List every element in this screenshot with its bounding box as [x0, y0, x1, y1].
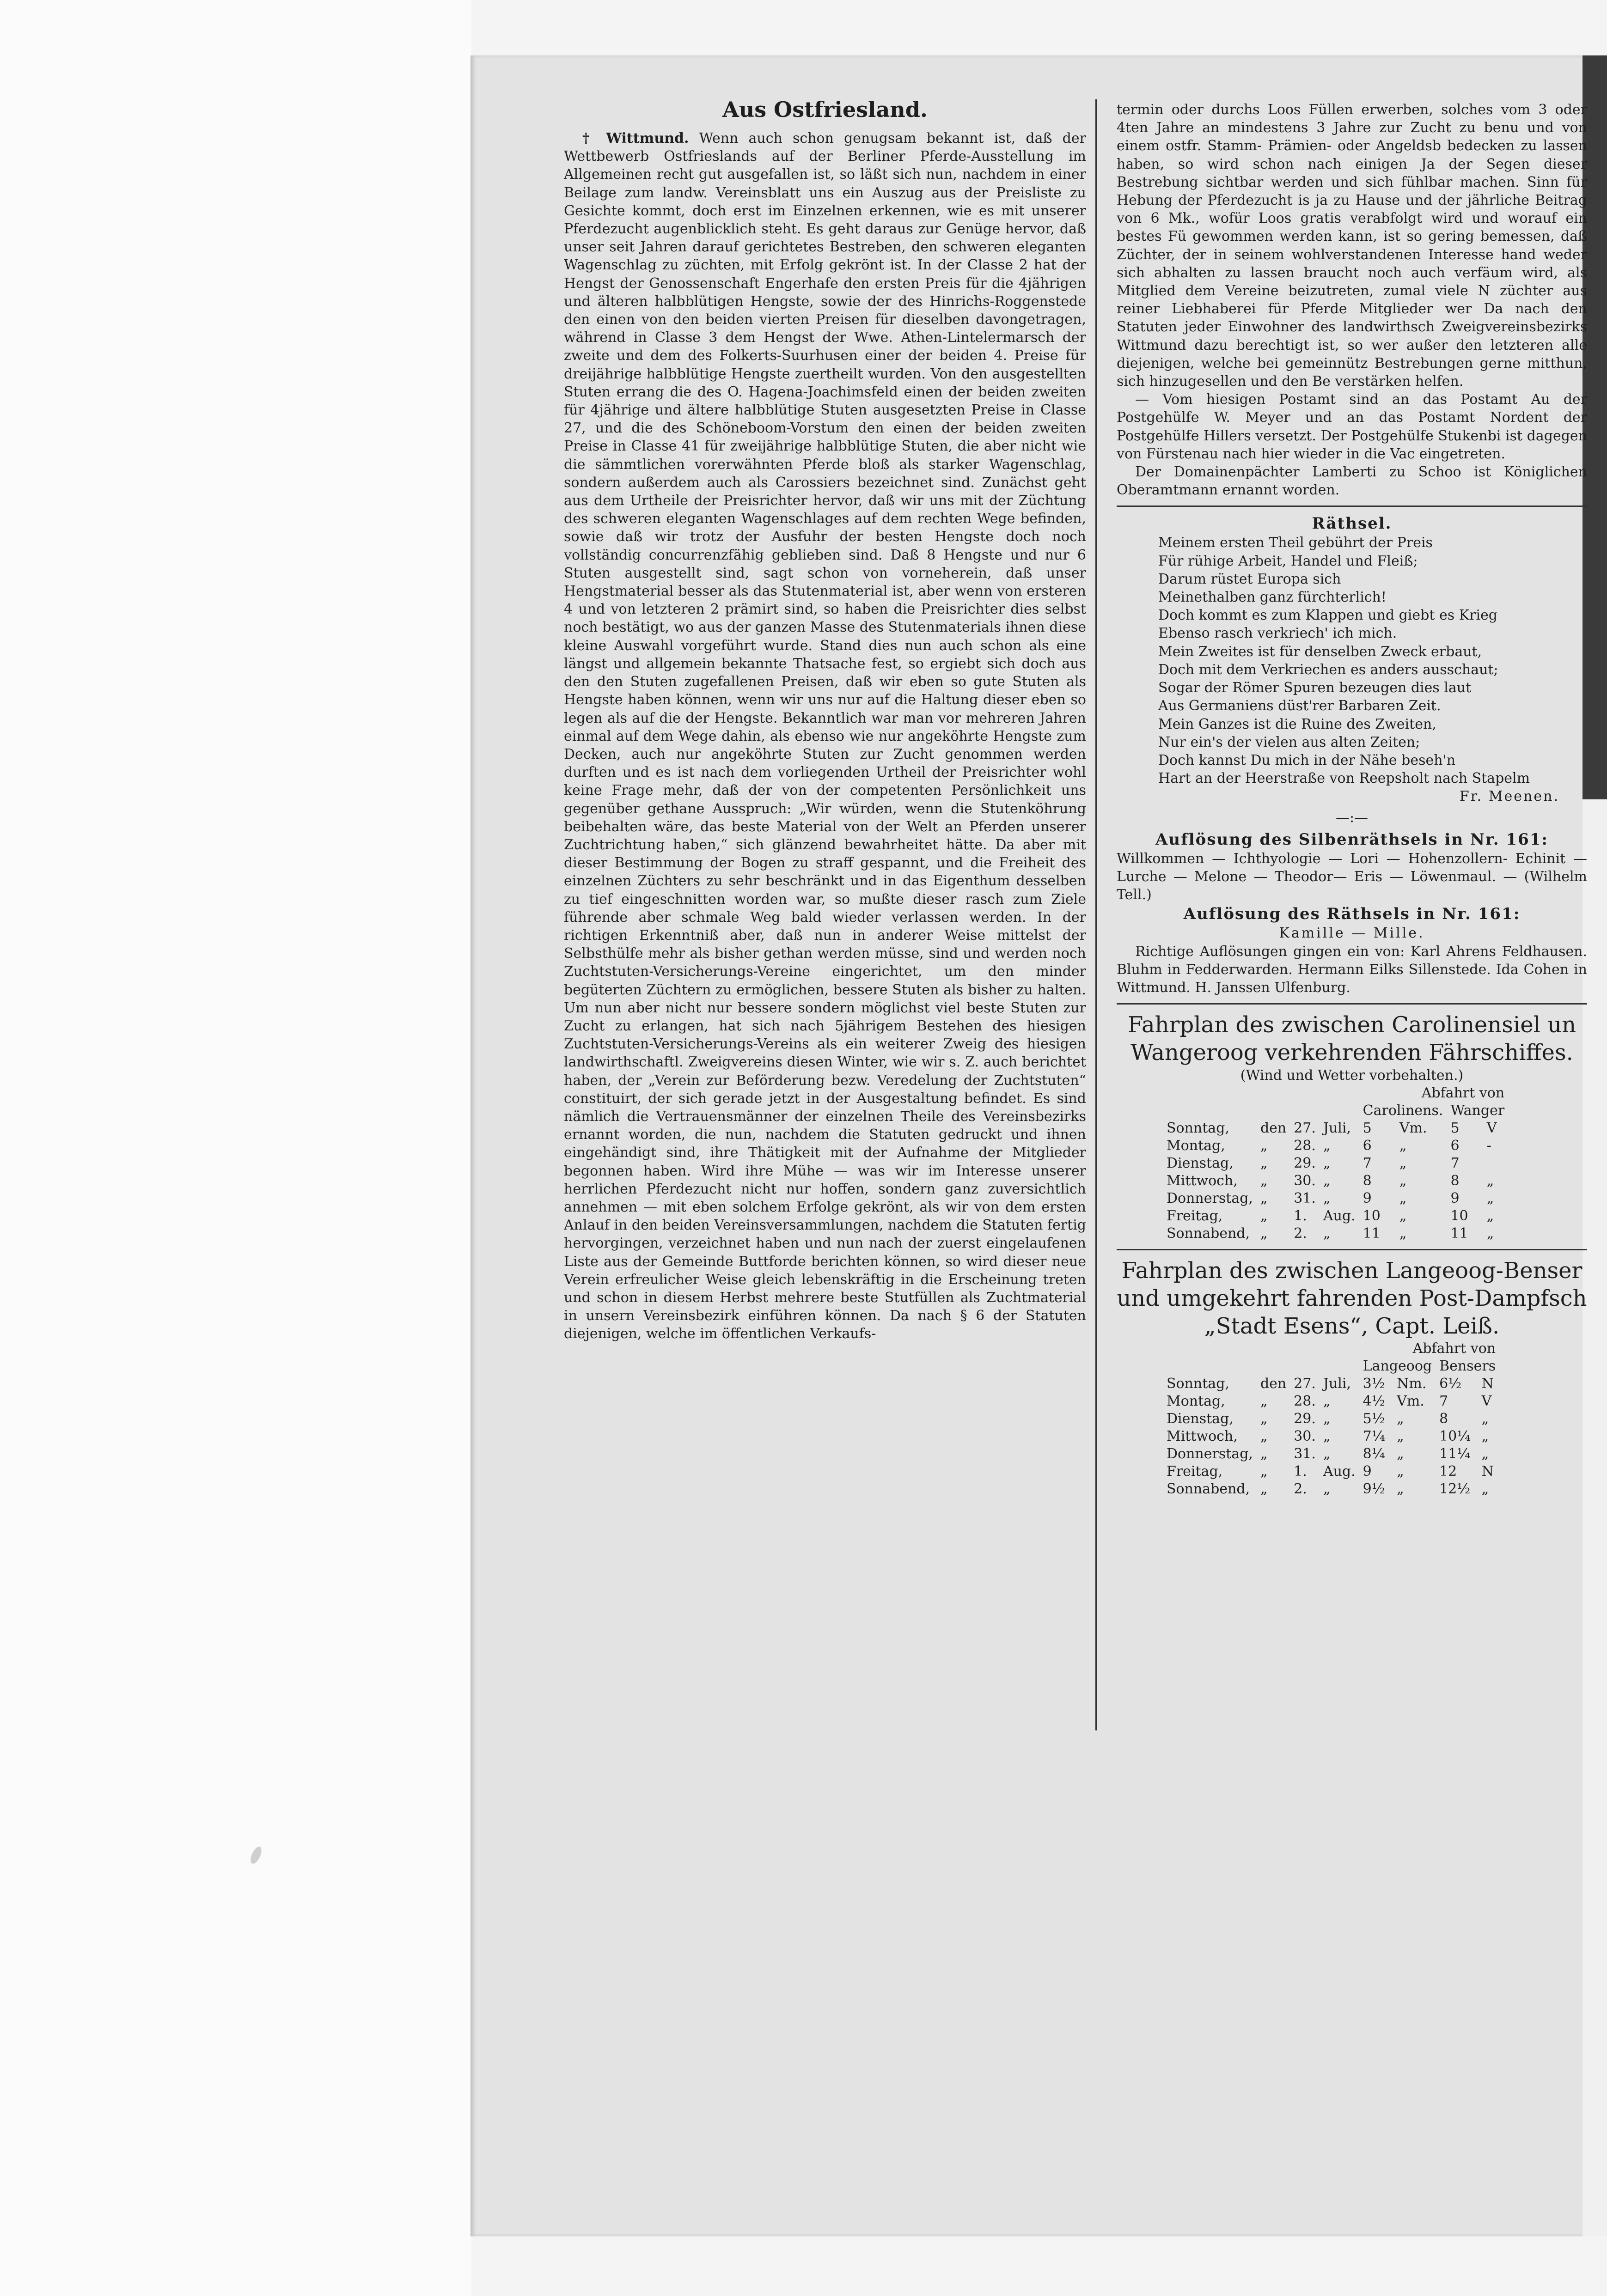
table-cell: „ — [1260, 1208, 1268, 1224]
table-cell: 4½ — [1363, 1393, 1385, 1410]
table-cell: „ — [1260, 1393, 1268, 1410]
table-cell: „ — [1260, 1411, 1268, 1427]
steamer-timetable — [1163, 1340, 1499, 1498]
table-row — [1163, 1137, 1508, 1155]
table-cell: „ — [1323, 1481, 1331, 1498]
table-cell: Mittwoch, — [1167, 1428, 1238, 1445]
table-row — [1163, 1428, 1499, 1445]
table-cell: Sonntag, — [1167, 1376, 1229, 1392]
table-header-row — [1163, 1084, 1508, 1102]
table-row — [1163, 1375, 1499, 1393]
table-cell: 11 — [1363, 1225, 1381, 1242]
table-cell: 28. — [1294, 1138, 1316, 1154]
header-cell: Abfahrt von — [1412, 1340, 1496, 1357]
table-cell: 10¼ — [1439, 1428, 1471, 1445]
table-row — [1163, 1190, 1508, 1207]
table-cell: „ — [1397, 1463, 1404, 1480]
table-row — [1163, 1463, 1499, 1480]
table-cell: Vm. — [1399, 1120, 1427, 1137]
table-cell: „ — [1323, 1393, 1331, 1410]
table-cell: 10 — [1363, 1208, 1381, 1224]
table-cell: 29. — [1294, 1155, 1316, 1172]
table-cell: Juli, — [1323, 1120, 1351, 1137]
header-cell: Langeoog — [1363, 1358, 1432, 1375]
table-cell: 5½ — [1363, 1411, 1385, 1427]
header-cell: Wanger — [1450, 1102, 1505, 1119]
table-header-row — [1163, 1340, 1499, 1358]
table-cell: „ — [1260, 1446, 1268, 1462]
table-cell: „ — [1481, 1481, 1489, 1498]
table-cell: 30. — [1294, 1428, 1316, 1445]
table-cell: 11 — [1450, 1225, 1468, 1242]
schedule-title: Fahrplan des zwischen Langeoog-Benser — [1121, 1258, 1583, 1284]
table-cell: Dienstag, — [1167, 1411, 1234, 1427]
solvers-list: Richtige Auflösungen gingen ein von: Karl Ahrens Feldhausen. Bluhm in Fedderwarden. Hermann Eilks Sillenstede. Ida Cohen in Wittmund. H. Janssen Ulfenburg. — [1117, 943, 1587, 996]
table-cell: 27. — [1294, 1376, 1316, 1392]
table-cell: „ — [1323, 1411, 1331, 1427]
divider-rule — [1117, 1003, 1587, 1005]
table-cell: „ — [1399, 1155, 1407, 1172]
schedule-title: Wangeroog verkehrenden Fährschiffes. — [1130, 1040, 1573, 1066]
table-cell: 3½ — [1363, 1376, 1385, 1392]
schedule-title: und umgekehrt fahrenden Post-Dampfsch — [1117, 1285, 1587, 1312]
table-cell: Juli, — [1323, 1376, 1351, 1392]
table-cell: 29. — [1294, 1411, 1316, 1427]
table-cell: 9 — [1450, 1190, 1460, 1207]
schedule-title: Fahrplan des zwischen Carolinensiel un — [1127, 1012, 1576, 1038]
header-cell: Bensers — [1439, 1358, 1496, 1375]
ferry-timetable — [1163, 1084, 1508, 1242]
table-cell: 28. — [1294, 1393, 1316, 1410]
table-cell: „ — [1397, 1411, 1404, 1427]
table-cell: 5 — [1450, 1120, 1460, 1137]
poem-line: Meinem ersten Theil gebührt der Preis — [1158, 535, 1433, 551]
solution-title: Auflösung des Räthsels in Nr. 161: — [1183, 905, 1521, 924]
divider-rule — [1117, 1249, 1587, 1250]
table-cell: 7 — [1450, 1155, 1460, 1172]
table-cell: N — [1481, 1376, 1494, 1392]
table-row — [1163, 1155, 1508, 1172]
table-cell: Montag, — [1167, 1138, 1225, 1154]
table-cell: 1. — [1294, 1208, 1307, 1224]
table-cell: 12½ — [1439, 1481, 1471, 1498]
table-cell: 12 — [1439, 1463, 1457, 1480]
poem-line: Aus Germaniens düst'rer Barbaren Zeit. — [1158, 698, 1441, 714]
table-cell: 9 — [1363, 1463, 1372, 1480]
table-cell: „ — [1481, 1428, 1489, 1445]
table-cell: 7 — [1363, 1155, 1372, 1172]
table-cell: Mittwoch, — [1167, 1173, 1238, 1189]
divider-rule — [1117, 505, 1587, 507]
poem-line: Mein Ganzes ist die Ruine des Zweiten, — [1158, 716, 1436, 732]
left-column — [564, 97, 1086, 1343]
table-cell: V — [1481, 1393, 1492, 1410]
dateline: † Wittmund. — [582, 130, 689, 146]
table-cell: N — [1481, 1463, 1494, 1480]
table-row — [1163, 1480, 1499, 1498]
schedule-title: „Stadt Esens“, Capt. Leiß. — [1204, 1313, 1500, 1340]
poem-line: Doch kannst Du mich in der Nähe beseh'n — [1158, 752, 1456, 768]
poem-line: Sogar der Römer Spuren bezeugen dies laut — [1158, 680, 1472, 696]
table-cell: 8 — [1450, 1173, 1460, 1189]
table-cell: 1. — [1294, 1463, 1307, 1480]
table-cell: „ — [1323, 1138, 1331, 1154]
table-cell: „ — [1399, 1225, 1407, 1242]
table-cell: „ — [1399, 1173, 1407, 1189]
domain-news: Der Domainenpächter Lamberti zu Schoo ist Königlichen Oberamtmann ernannt worden. — [1117, 464, 1587, 499]
table-cell: 31. — [1294, 1190, 1316, 1207]
table-cell: „ — [1323, 1173, 1331, 1189]
riddle-poem — [1117, 534, 1587, 787]
section-heading: Aus Ostfriesland. — [722, 97, 928, 122]
table-cell: „ — [1397, 1446, 1404, 1462]
poem-line: Meinethalben ganz fürchterlich! — [1158, 589, 1387, 606]
table-cell: 8 — [1439, 1411, 1448, 1427]
table-cell: 8 — [1363, 1173, 1372, 1189]
table-cell: 2. — [1294, 1481, 1307, 1498]
table-cell: Dienstag, — [1167, 1155, 1234, 1172]
table-cell: Sonntag, — [1167, 1120, 1229, 1137]
table-cell: den — [1260, 1376, 1287, 1392]
table-cell: 6½ — [1439, 1376, 1462, 1392]
table-cell: „ — [1486, 1190, 1494, 1207]
poem-line: Ebenso rasch verkriech' ich mich. — [1158, 625, 1397, 642]
table-cell: Freitag, — [1167, 1208, 1223, 1224]
table-cell: 7 — [1439, 1393, 1448, 1410]
table-cell: „ — [1399, 1208, 1407, 1224]
poem-line: Mein Zweites ist für denselben Zweck erbaut, — [1158, 643, 1482, 660]
table-cell: „ — [1323, 1428, 1331, 1445]
table-row — [1163, 1393, 1499, 1410]
table-cell: 9½ — [1363, 1481, 1385, 1498]
table-cell: 8¼ — [1363, 1446, 1385, 1462]
table-cell: „ — [1260, 1463, 1268, 1480]
table-cell: 6 — [1363, 1138, 1372, 1154]
table-header-row — [1163, 1102, 1508, 1120]
table-cell: „ — [1481, 1411, 1489, 1427]
table-cell: V — [1486, 1120, 1497, 1137]
table-cell: 30. — [1294, 1173, 1316, 1189]
table-cell: „ — [1323, 1190, 1331, 1207]
table-cell: „ — [1323, 1225, 1331, 1242]
table-cell: Aug. — [1323, 1463, 1356, 1480]
table-cell: 9 — [1363, 1190, 1372, 1207]
table-cell: „ — [1486, 1173, 1494, 1189]
article-text: Wenn auch schon genugsam bekannt ist, daß der Wettbewerb Ostfrieslands auf der Berliner Pferde-Ausstellung im Allgemeinen recht gut ausgefallen ist, so läßt sich nun, nachdem in einer Beilage zum landw. Vereinsblatt uns ein Auszug aus der Preisliste zu Gesichte kommt, doch erst im Einzelnen erkennen, wie es mit unserer Pferdezucht augenblicklich steht. Es geht daraus zur Genüge hervor, daß unser seit Jahren darauf gerichtetes Bestreben, den schweren eleganten Wagenschlag zu züchten, mit Erfolg gekrönt ist. In der Classe 2 hat der Hengst der Genossenschaft Engerhafe den ersten Preis für die 4jährigen und älteren halbblütigen Hengste, sowie der des Hinrichs-Roggenstede den einen von den beiden vierten Preisen für dieselben davongetragen, während in Classe 3 dem Hengst der Wwe. Athen-Lintelermarsch der zweite und dem des Folkerts-Suurhusen einer der beiden 4. Preise für dreijährige halbblütige Hengste zuertheilt wurden. Von den ausgestellten Stuten errang die des O. Hagena-Joachimsfeld einen der beiden zweiten für 4jährige und ältere halbblütige Stuten ausgesetzten Preise in Classe 27, und die des Schöneboom-Vorstum den einen der beiden zweiten Preise in Classe 41 für zweijährige halbblütige Stuten, die aber nicht wie die sämmtlichen vorerwähnten Pferde bloß als starker Wagenschlag, sondern außerdem auch als Carossiers bezeichnet sind. Zunächst geht aus dem Urtheile der Preisrichter hervor, daß wir uns mit der Züchtung des schweren eleganten Wagenschlages auf dem rechten Wege befinden, sowie daß wir trotz der Ausfuhr der besten Hengste doch noch vollständig concurrenzfähig geblieben sind. Daß 8 Hengste und nur 6 Stuten ausgestellt sind, sagt schon von vorneherein, daß unser Hengstmaterial besser als das Stutenmaterial ist, aber wenn von ersteren 4 und von letzteren 2 prämirt sind, so haben die Preisrichter dies selbst noch bestätigt, wo aus der ganzen Masse des Stutenmaterials ihnen diese kleine Auswahl vorgeführt wurde. Stand dies nun auch schon als eine längst und allgemein bekannte Thatsache fest, so ergiebt sich doch aus den den Stuten zugefallenen Preisen, daß wir eben so gute Stuten als Hengste haben können, wenn wir uns nur auf die Haltung dieser eben so legen als auf die der Hengste. Bekanntlich war man vor mehreren Jahren einmal auf dem Wege dahin, als ebenso wie nur angeköhrte Hengste zum Decken, auch nur angeköhrte Stuten zur Zucht genommen werden durften und es ist nach dem vorliegenden Urtheil der Preisrichter wohl keine Frage mehr, daß der von der competenten Persönlichkeit uns gegenüber gethane Ausspruch: „Wir würden, wenn die Stutenköhrung beibehalten wäre, das beste Material von der Welt an Pferden unserer Zuchtrichtung haben,“ sich glänzend bewahrheitet hätte. Da aber mit dieser Bestimmung der Bogen zu straff gespannt, und die Freiheit des einzelnen Züchters zu sehr beschränkt und in das Eigenthum desselben zu tief eingeschnitten worden war, so mußte dieser rasch zum Ziele führende aber schmale Weg bald wieder verlassen werden. In der richtigen Erkenntniß aber, daß nun in anderer Weise mittelst der Selbsthülfe mehr als bisher gethan werden müsse, sind und werden noch Zuchtstuten-Versicherungs-Vereine eingerichtet, um den minder begüterten Züchtern zu ermöglichen, bessere Stuten als bisher zu halten. Um nun aber nicht nur bessere sondern möglichst viel beste Stuten zur Zucht zu erlangen, hat sich nach 5jährigem Bestehen des hiesigen Zuchtstuten-Versicherungs-Vereins als ein weiterer Zweig des hiesigen landwirthschaftl. Zweigvereins diesen Winter, wie wir s. Z. auch berichtet haben, der „Verein zur Beförderung bezw. Veredelung der Zuchtstuten“ constituirt, der sich gerade jetzt in der Ausgestaltung befindet. Es sind nämlich die Vertrauensmänner der einzelnen Theile des Vereinsbezirks ernannt worden, die nun, nachdem die Statuten gedruckt und ihnen eingehändigt sind, ihre Thätigkeit mit der Aufnahme der Mitglieder begonnen haben. Wird ihre Mühe — was wir im Interesse unserer herrlichen Pferdezucht nicht nur hoffen, sondern ganz zuversichtlich annehmen — mit eben solchem Erfolge gekrönt, als wir von dem ersten Anlauf in den beiden Vereinsversammlungen, nachdem die Statuten fertig hervorgingen, verzeichnet haben und nun nach der zuerst eingelaufenen Liste aus der Gemeinde Buttforde berichten können, so wird dieser neue Verein erfreulicher Weise gleich lebenskräftig in die Erscheinung treten und schon in diesem Herbst mehrere beste Stutfüllen als Zuchtmaterial in unsern Vereinsbezirk einführen können. Da nach § 6 der Statuten diejenigen, welche im öffentlichen Verkaufs- — [564, 130, 1086, 1342]
column-divider — [1095, 99, 1097, 1730]
table-row — [1163, 1120, 1508, 1137]
table-row — [1163, 1445, 1499, 1463]
article-continuation: termin oder durchs Loos Füllen erwerben, solches vom 3 oder 4ten Jahre an mindestens 3 Jahre zur Zucht zu benu und von einem ostfr. Stamm- Prämien- oder Angeldsb bedecken zu lassen haben, so wird schon nach einigen Ja der Segen dieser Bestrebung sichtbar werden und sich fühlbar machen. Sinn für Hebung der Pferdezucht is ja zu Hause und der jährliche Beitrag von 6 Mk., wofür Loos gratis verabfolgt wird und worauf ein bestes Fü gewommen werden kann, ist so gering bemessen, daß Züchter, der in seinem wohlverstandenen Interesse hand weder sich abhalten zu lassen braucht noch auch verfäum wird, als Mitglied dem Vereine beizutreten, zumal viele N züchter aus reiner Liebhaberei für Pferde Mitglieder wer Da nach den Statuten jeder Einwohner des landwirthsch Zweigvereinsbezirks Wittmund dazu berechtigt ist, so wer außer den letzteren alle diejenigen, welche bei gemeinnütz Bestrebungen gerne mitthun, sich hinzugesellen und den Be verstärken helfen. — [1117, 102, 1587, 390]
table-row — [1163, 1225, 1508, 1242]
table-cell: 11¼ — [1439, 1446, 1471, 1462]
table-cell: den — [1260, 1120, 1287, 1137]
article-paragraph — [564, 129, 1086, 1343]
table-cell: 31. — [1294, 1446, 1316, 1462]
table-cell: „ — [1260, 1138, 1268, 1154]
header-cell: Carolinens. — [1363, 1102, 1443, 1119]
table-cell: Freitag, — [1167, 1463, 1223, 1480]
table-cell: „ — [1260, 1173, 1268, 1189]
table-cell: „ — [1260, 1155, 1268, 1172]
table-cell: „ — [1486, 1225, 1494, 1242]
table-cell: „ — [1399, 1138, 1407, 1154]
table-cell: „ — [1260, 1225, 1268, 1242]
table-cell: „ — [1260, 1428, 1268, 1445]
solution-text: Willkommen — Ichthyologie — Lori — Hohenzollern- Echinit — Lurche — Melone — Theodor— Eris — Löwenmaul. — (Wilhelm Tell.) — [1117, 850, 1587, 903]
schedule-subtitle: (Wind und Wetter vorbehalten.) — [1240, 1067, 1464, 1084]
table-cell: „ — [1481, 1446, 1489, 1462]
riddle-title: Räthsel. — [1312, 514, 1392, 533]
table-cell: 5 — [1363, 1120, 1372, 1137]
poem-line: Für rühige Arbeit, Handel und Fleiß; — [1158, 553, 1418, 569]
poem-line: Hart an der Heerstraße von Reepsholt nach Stapelm — [1158, 770, 1530, 787]
riddle-author: Fr. Meenen. — [1459, 788, 1559, 805]
table-cell: 27. — [1294, 1120, 1316, 1137]
table-cell: Sonnabend, — [1167, 1225, 1250, 1242]
header-cell: Abfahrt von — [1421, 1085, 1505, 1102]
table-cell: „ — [1323, 1155, 1331, 1172]
table-cell: „ — [1397, 1481, 1404, 1498]
table-cell: Montag, — [1167, 1393, 1225, 1410]
table-cell: 10 — [1450, 1208, 1468, 1224]
table-cell: Vm. — [1397, 1393, 1424, 1410]
table-cell: „ — [1323, 1446, 1331, 1462]
table-header-row — [1163, 1358, 1499, 1375]
table-cell — [1483, 1155, 1508, 1172]
table-cell: Sonnabend, — [1167, 1481, 1250, 1498]
table-cell: 2. — [1294, 1225, 1307, 1242]
poem-line: Nur ein's der vielen aus alten Zeiten; — [1158, 734, 1420, 750]
solution-text: Kamille — Mille. — [1279, 925, 1425, 942]
poem-line: Doch mit dem Verkriechen es anders ausschaut; — [1158, 661, 1498, 678]
table-cell: Nm. — [1397, 1376, 1427, 1392]
poem-line: Doch kommt es zum Klappen und giebt es Krieg — [1158, 607, 1497, 624]
separator: —:— — [1335, 809, 1369, 826]
table-row — [1163, 1410, 1499, 1428]
table-row — [1163, 1172, 1508, 1190]
solution-title: Auflösung des Silbenräthsels in Nr. 161: — [1155, 830, 1548, 849]
table-cell: Donnerstag, — [1167, 1190, 1253, 1207]
table-cell: Aug. — [1323, 1208, 1356, 1224]
table-cell: 6 — [1450, 1138, 1460, 1154]
table-cell: „ — [1260, 1190, 1268, 1207]
table-cell: Donnerstag, — [1167, 1446, 1253, 1462]
table-cell: „ — [1260, 1481, 1268, 1498]
table-row — [1163, 1207, 1508, 1225]
table-cell: „ — [1486, 1208, 1494, 1224]
post-news: — Vom hiesigen Postamt sind an das Postamt Au der Postgehülfe W. Meyer und an das Postamt Nordent der Postgehülfe Hillers versetzt. Der Postgehülfe Stukenbi ist dagegen von Fürstenau nach hier wieder in die Vac eingetreten. — [1117, 391, 1587, 462]
poem-line: Darum rüstet Europa sich — [1158, 571, 1341, 587]
table-cell: „ — [1397, 1428, 1404, 1445]
blank-margin — [0, 0, 471, 2296]
right-column — [1117, 101, 1587, 1498]
table-cell: „ — [1399, 1190, 1407, 1207]
table-cell: 7¼ — [1363, 1428, 1385, 1445]
table-cell: - — [1486, 1138, 1491, 1154]
